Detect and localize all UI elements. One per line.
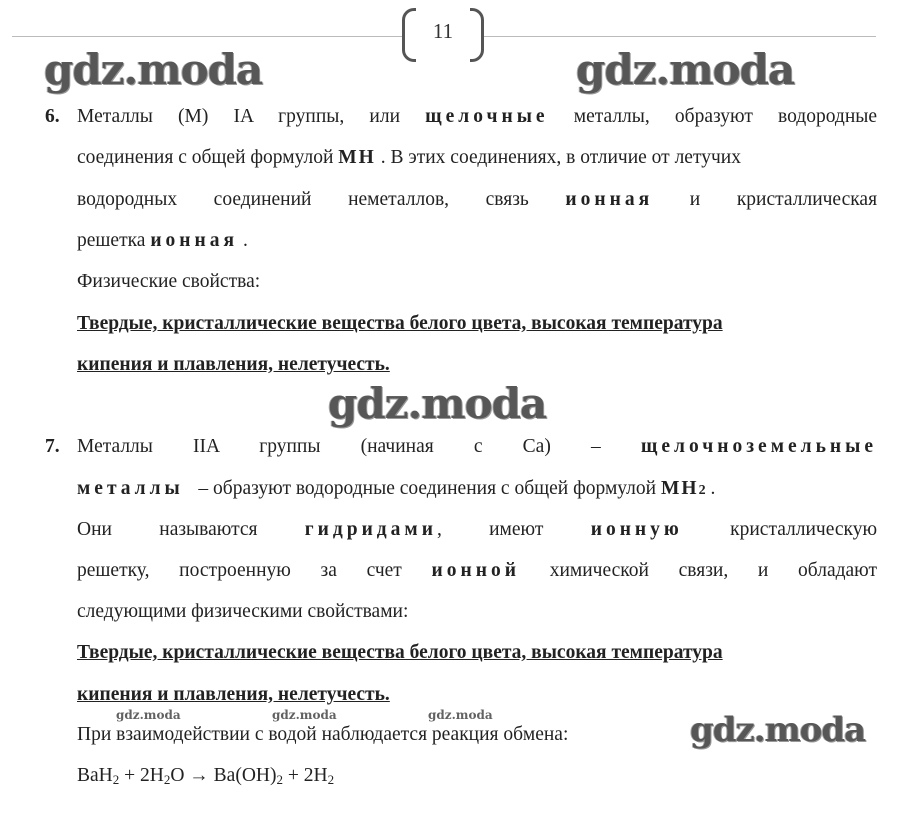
item-number: 7. — [45, 436, 60, 457]
eq-part: BaH — [77, 765, 113, 786]
text-line — [77, 103, 877, 131]
text-span: соединения с общей формулой — [77, 147, 334, 168]
item-number: 6. — [45, 106, 60, 127]
text-span: – образуют водородные соединения с общей формулой — [198, 478, 657, 499]
page-number-text: 11 — [432, 19, 454, 43]
text-span: . — [242, 230, 248, 251]
answer-word: щелочные — [425, 106, 549, 127]
answer-word: металлы — [77, 478, 184, 499]
eq-part: + 2H — [283, 765, 328, 786]
answer-line: кипения и плавления, нелетучесть. — [77, 354, 390, 375]
text-span: Металлы (М) IA группы, или — [77, 106, 401, 127]
text-span: Они называются — [77, 519, 258, 540]
text-line: следующими физическими свойствами: — [77, 601, 409, 622]
text-span: , имеют — [436, 519, 544, 540]
answer-word: ионная — [565, 189, 654, 210]
watermark-small: gdz.moda — [272, 708, 337, 722]
text-line — [77, 557, 877, 585]
eq-part: O → Ba(OH) — [170, 765, 277, 786]
reaction-equation — [77, 762, 877, 790]
text-span: решетка — [77, 230, 146, 251]
bracket-right-icon — [470, 8, 484, 62]
reaction-intro: При взаимодействии с водой наблюдается реакция обмена: — [77, 724, 569, 745]
formula: МН — [660, 478, 699, 499]
text-span: кристаллическую — [730, 519, 878, 540]
text-span: водородных соединений неметаллов, связь — [77, 189, 529, 210]
answer-word: щелочноземельные — [640, 436, 878, 457]
text-span: металлы, образуют водородные — [573, 106, 878, 127]
text-line — [77, 475, 877, 503]
header-rule-left — [12, 36, 402, 37]
watermark-small: gdz.moda — [116, 708, 181, 722]
text-line — [77, 516, 877, 544]
watermark-small: gdz.moda — [428, 708, 493, 722]
bracket-left-icon — [402, 8, 416, 62]
page-number — [402, 8, 484, 62]
answer-word: ионной — [431, 560, 520, 581]
physical-label: Физические свойства: — [77, 271, 261, 292]
eq-sub: 2 — [276, 772, 283, 787]
watermark-logo: gdz.moda — [328, 379, 547, 428]
text-line — [77, 186, 877, 214]
answer-line: Твердые, кристаллические вещества белого цвета, высокая температура — [77, 642, 723, 663]
answer-word: ионную — [590, 519, 683, 540]
watermark-logo: gdz.moda — [690, 710, 866, 750]
eq-part: + 2H — [119, 765, 164, 786]
answer-word: ионная — [150, 230, 239, 251]
answer-word: гидридами — [304, 519, 437, 540]
text-span: химической связи, и обладают — [549, 560, 878, 581]
text-span: решетку, построенную за счет — [77, 560, 402, 581]
answer-line: Твердые, кристаллические вещества белого цвета, высокая температура — [77, 313, 723, 334]
text-span: Металлы IIA группы (начиная с Са) – — [77, 436, 601, 457]
header-rule-right — [484, 36, 876, 37]
text-line — [77, 144, 877, 172]
watermark-logo: gdz.moda — [44, 45, 263, 94]
text-line — [77, 433, 877, 461]
formula-subscript: 2 — [698, 483, 706, 498]
answer-line: кипения и плавления, нелетучесть. — [77, 684, 390, 705]
text-span: . — [710, 478, 716, 499]
eq-sub: 2 — [327, 772, 335, 787]
text-span: и кристаллическая — [689, 189, 878, 210]
formula: МН — [338, 147, 376, 168]
text-line — [77, 227, 877, 255]
watermark-logo: gdz.moda — [576, 45, 795, 94]
eq-sub: 2 — [112, 772, 120, 787]
text-span: . В этих соединениях, в отличие от летучих — [380, 147, 741, 168]
eq-sub: 2 — [163, 772, 171, 787]
